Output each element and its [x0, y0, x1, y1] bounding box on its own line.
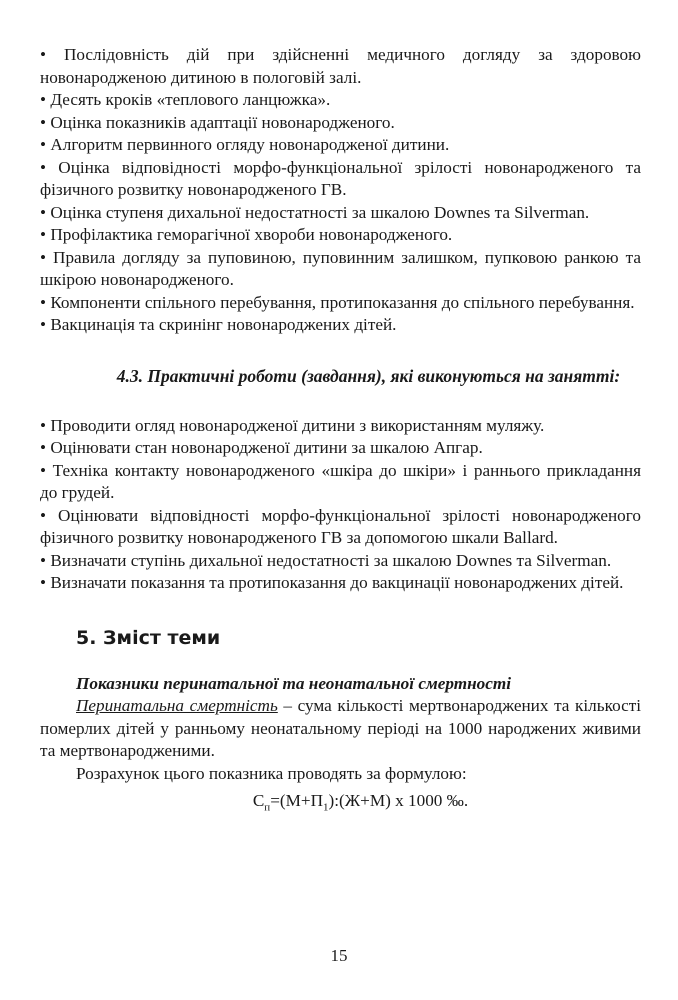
definition-text: – сума кількості мертвонароджених та кількості померлих дітей у ранньому неонатальному періоді на 1000 народжених живими та мертвонародженими.: [40, 696, 642, 760]
list-item: • Оцінка ступеня дихальної недостатності за шкалою Downes та Silverman.: [40, 202, 641, 225]
list-item: • Визначати показання та протипоказання до вакцинації новонароджених дітей.: [40, 572, 641, 595]
section-4-3-heading: 4.3. Практичні роботи (завдання), які виконуються на занятті:: [116, 365, 621, 386]
page-number: 15: [330, 946, 348, 965]
definition-paragraph: [40, 695, 641, 763]
formula-lhs: С: [252, 791, 265, 810]
formula-part1-sub: 1: [323, 801, 329, 814]
document-page: [40, 44, 641, 813]
list-item: • Профілактика геморагічної хвороби новонародженого.: [40, 224, 641, 247]
list-item: • Техніка контакту новонародженого «шкіра до шкіри» і раннього прикладання до грудей.: [40, 460, 641, 505]
formula-part1: =(М+П: [270, 791, 323, 810]
list-item: • Правила догляду за пуповиною, пуповинним залишком, пупковою ранкою та шкірою новонародженого.: [40, 247, 641, 292]
list-item: • Оцінювати відповідності морфо-функціональної зрілості новонародженого фізичного розвитку новонародженого ГВ за допомогою шкали Ballard.: [40, 505, 641, 550]
list-item: • Проводити огляд новонародженої дитини з використанням муляжу.: [40, 415, 641, 438]
list-item: • Оцінка показників адаптації новонародженого.: [40, 112, 641, 135]
practical-tasks-list: [40, 415, 641, 595]
formula-lhs-sub: п: [264, 801, 271, 814]
list-item: • Визначати ступінь дихальної недостатності за шкалою Downes та Silverman.: [40, 550, 641, 573]
formula-part2: ):(Ж+М) х 1000 ‰.: [328, 791, 469, 810]
list-item: • Послідовність дій при здійсненні медичного догляду за здоровою новонародженою дитиною в пологовій залі.: [40, 44, 641, 89]
list-item: • Оцінювати стан новонародженої дитини за шкалою Апгар.: [40, 437, 641, 460]
list-item: • Алгоритм первинного огляду новонародженої дитини.: [40, 134, 641, 157]
subheading: Показники перинатальної та неонатальної смертності: [76, 673, 511, 693]
list-item: • Компоненти спільного перебування, протипоказання до спільного перебування.: [40, 292, 641, 315]
topics-list: [40, 44, 641, 337]
list-item: • Десять кроків «теплового ланцюжка».: [40, 89, 641, 112]
section-5-heading: 5. Зміст теми: [76, 626, 221, 649]
list-item: • Вакцинація та скринінг новонароджених дітей.: [40, 314, 641, 337]
formula-intro: Розрахунок цього показника проводять за формулою:: [76, 763, 467, 783]
list-item: • Оцінка відповідності морфо-функціональної зрілості новонародженого та фізичного розвитку новонародженого ГВ.: [40, 157, 641, 202]
formula: [40, 791, 641, 813]
defined-term: Перинатальна смертність: [76, 696, 278, 715]
